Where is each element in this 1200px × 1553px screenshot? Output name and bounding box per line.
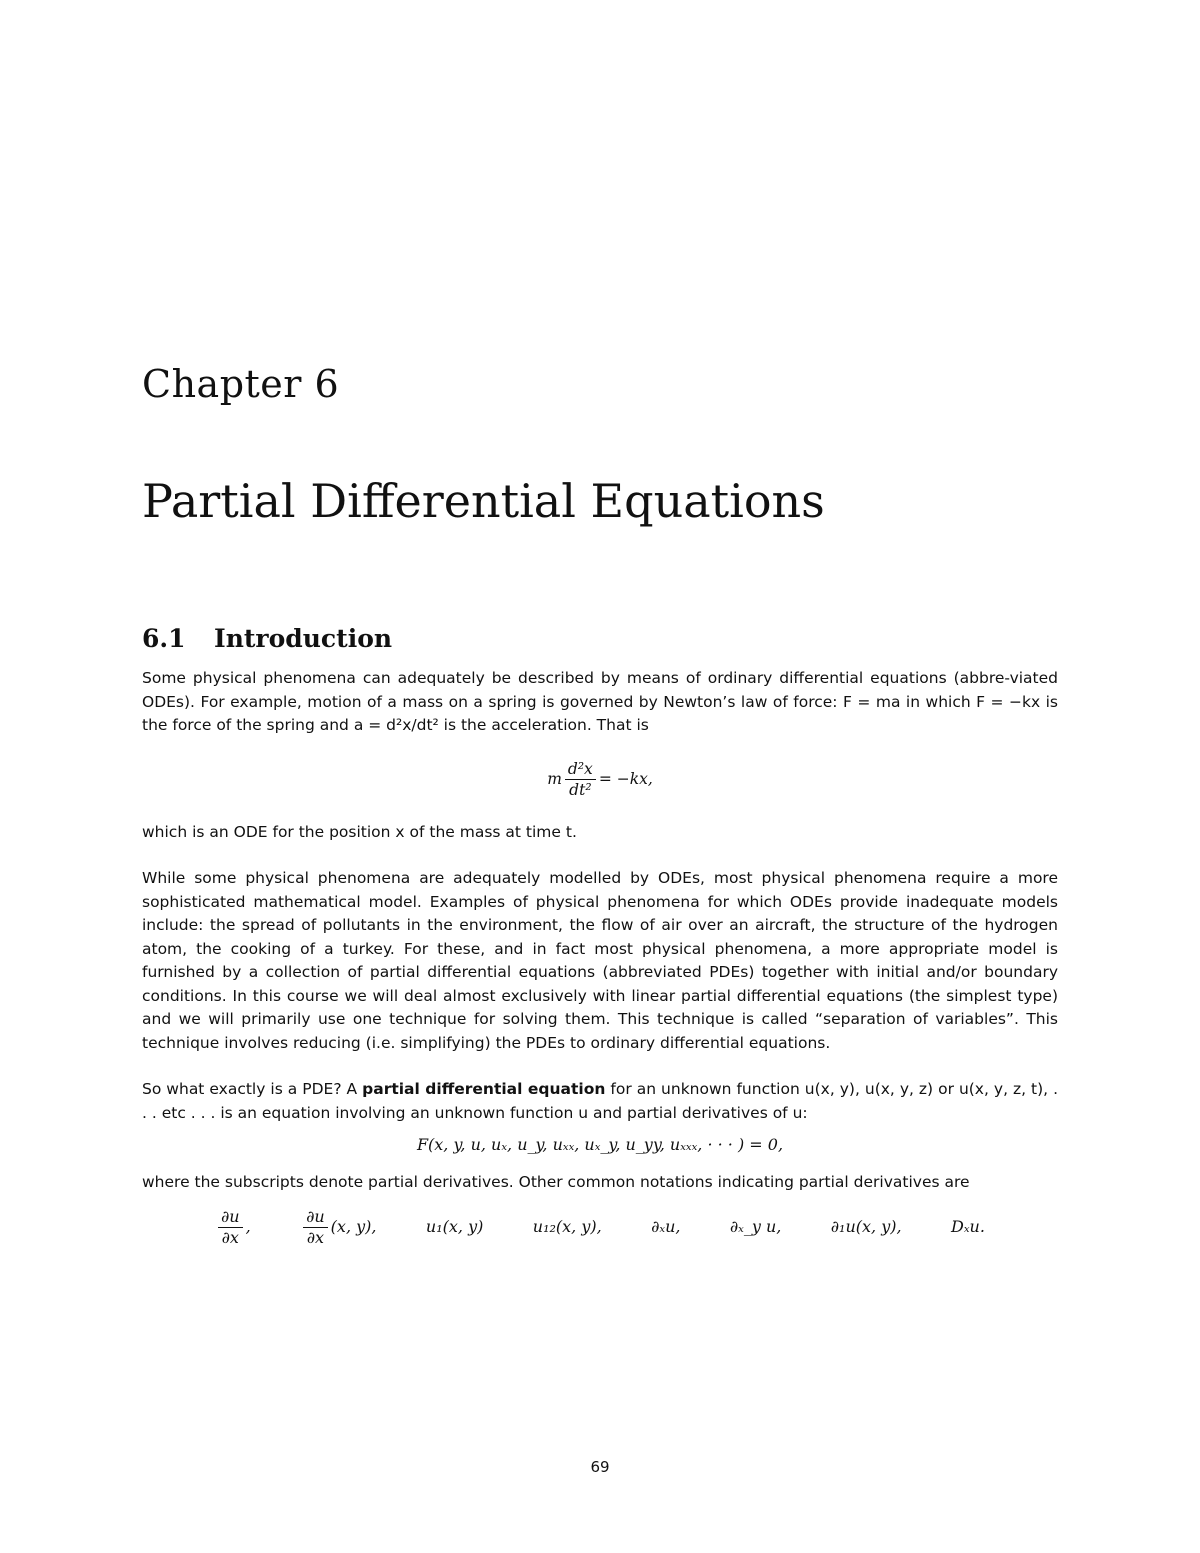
section-number: 6.1 [142, 624, 186, 653]
chapter-label: Chapter 6 [142, 362, 340, 406]
pde-text-before: So what exactly is a PDE? A [142, 1080, 363, 1098]
pde-term: partial differential equation [362, 1080, 606, 1098]
notation-suffix: (x, y), [330, 1217, 377, 1237]
section-title: Introduction [214, 624, 393, 653]
chapter-title: Partial Differential Equations [142, 474, 825, 528]
notation-fraction [218, 1207, 243, 1248]
paragraph-pde-definition [142, 1078, 1058, 1125]
paragraph-models: While some physical phenomena are adequately modelled by ODEs, most physical phenomena require a more sophisticated mathematical model. Examples of physical phenomena for which ODEs provide inadequate models include: the spread of pollutants in the environment, the flow of air over an aircraft, the structure of the hydrogen atom, the cooking of a turkey. For these, and in fact most physical phenomena, a more appropriate model is furnished by a collection of partial differential equations (abbreviated PDEs) together with initial and/or boundary conditions. In this course we will deal almost exclusively with linear partial differential equations (the simplest type) and we will primarily use one technique for solving them. This technique is called “separation of variables”. This technique involves reducing (i.e. simplifying) the PDEs to ordinary differential equations. [142, 869, 1058, 1052]
notation-item [215, 1207, 251, 1248]
page-number: 69 [590, 1458, 610, 1476]
paragraph-notations: where the subscripts denote partial derivatives. Other common notations indicating partial derivatives are [142, 1172, 970, 1191]
notation-item: u₁₂(x, y), [532, 1217, 602, 1237]
notation-item: ∂ₓu, [651, 1217, 681, 1237]
equation-rhs: = −kx, [598, 769, 653, 788]
paragraph-ode: which is an ODE for the position x of the mass at time t. [142, 822, 577, 841]
section-heading [142, 624, 392, 653]
notation-item [300, 1207, 376, 1248]
notation-suffix: , [245, 1217, 251, 1237]
notation-numerator: ∂u [218, 1207, 243, 1228]
notation-fraction [303, 1207, 328, 1248]
notation-numerator: ∂u [303, 1207, 328, 1228]
paragraph-intro: Some physical phenomena can adequately be described by means of ordinary differential equations (abbre-viated ODEs). For example, motion of a mass on a spring is governed by Newton’s law of force: F = ma in which F = −kx is the force of the spring and a = d²x/dt² is the acceleration. That is [142, 669, 1058, 734]
notation-item: Dₓu. [951, 1217, 985, 1237]
equation-spring [142, 751, 1058, 809]
fraction-denominator: dt² [569, 781, 592, 799]
body-text [142, 667, 1058, 1254]
notation-item: u₁(x, y) [425, 1217, 484, 1237]
equation-coef: m [547, 769, 562, 788]
fraction-numerator: d²x [565, 759, 596, 780]
notation-item: ∂ₓ_y u, [729, 1217, 782, 1237]
notation-denominator: ∂x [306, 1227, 325, 1247]
notation-item: ∂₁u(x, y), [830, 1217, 902, 1237]
equation-general-pde: F(x, y, u, uₓ, u_y, uₓₓ, uₓ_y, u_yy, uₓₓₓ, · · · ) = 0, [416, 1135, 784, 1154]
pde-text-after: for an unknown function u(x, y), u(x, y, z) or u(x, y, z, t), . . . etc . . . is an equation involving an unknown function u and partial derivatives of u: [142, 1080, 1059, 1122]
notation-list [215, 1200, 985, 1254]
equation-fraction [565, 759, 596, 800]
notation-denominator: ∂x [221, 1227, 239, 1247]
